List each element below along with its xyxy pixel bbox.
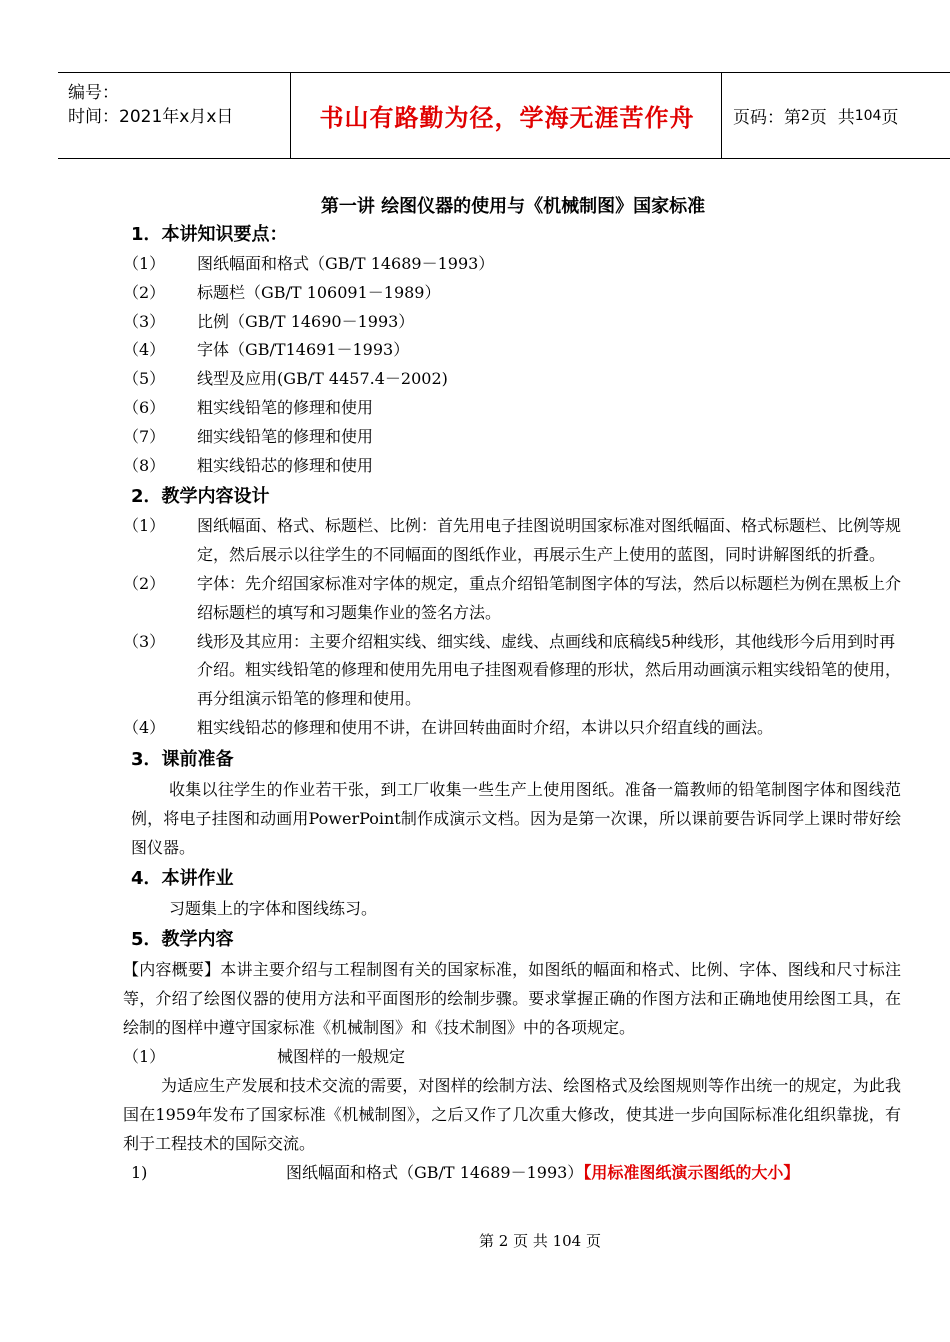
list-item-text: 字体（GB/T14691－1993） (197, 340, 410, 360)
page-middle: 页 共 (809, 108, 855, 128)
list-item (123, 423, 901, 452)
list-item-number: （4） (123, 340, 166, 360)
list-item (123, 512, 902, 570)
list-item (123, 628, 902, 714)
list-item-text: 标题栏（GB/T 106091－1989） (197, 282, 441, 302)
list-item-number: （3） (123, 631, 166, 651)
list-item (123, 394, 901, 423)
header-divider (721, 73, 722, 158)
list-item-text: 粗实线铅笔的修理和使用 (197, 397, 374, 417)
page-prefix: 页码：第 (733, 108, 801, 128)
subsection-title: 械图样的一般规定 (277, 1046, 406, 1066)
paragraph: 习题集上的字体和图线练习。 (169, 898, 378, 918)
list-item (123, 250, 901, 279)
subsection-number: （1） (123, 1046, 166, 1066)
header-motto: 书山有路勤为径，学海无涯苦作舟 (319, 104, 695, 132)
list-item-number: （4） (123, 717, 166, 737)
list-item (123, 279, 901, 308)
list-item-text: 细实线铅笔的修理和使用 (197, 426, 374, 446)
section-heading: 1．本讲知识要点： (131, 224, 288, 245)
list-item (123, 365, 901, 394)
list-item-text: 比例（GB/T 14690－1993） (197, 311, 415, 331)
list-item-text: 图纸幅面和格式（GB/T 14689－1993） (197, 254, 495, 273)
lecture-title: 第一讲 绘图仪器的使用与《机械制图》国家标准 (320, 196, 706, 217)
list-item-number: （1） (123, 254, 166, 273)
time-label: 时间：2021年x月x日 (68, 107, 234, 127)
list-item-text: 图纸幅面、格式、标题栏、比例：首先用电子挂图说明国家标准对图纸幅面、格式标题栏、比例等规定，然后展示以往学生的不同幅面的图纸作业，再展示生产上使用的蓝图，同时讲解图纸的折叠。 (197, 516, 902, 565)
list-item-number: （1） (123, 516, 166, 536)
item-heading (131, 1158, 901, 1187)
list-item-number: （3） (123, 311, 166, 331)
item-title: 图纸幅面和格式（GB/T 14689－1993） (286, 1162, 584, 1182)
list-item-text: 线型及应用(GB/T 4457.4－2002) (197, 369, 448, 389)
list-item-number: （7） (123, 426, 166, 446)
list-item-number: （8） (123, 455, 166, 475)
document-body (123, 218, 902, 1187)
list-item-number: （2） (123, 573, 166, 593)
list-item (123, 452, 901, 481)
list-item-text: 粗实线铅芯的修理和使用 (197, 455, 374, 475)
page-footer: 第 2 页 共 104 页 (478, 1232, 601, 1250)
knowledge-points-list (123, 250, 901, 480)
list-item-text: 线形及其应用：主要介绍粗实线、细实线、虚线、点画线和底稿线5种线形，其他线形今后用到时再介绍。粗实线铅笔的修理和使用先用电子挂图观看修理的形状，然后用动画演示粗实线铅笔的使用，再分组演示铅笔的修理和使用。 (197, 631, 902, 709)
demo-note: 【用标准图纸演示图纸的大小】 (583, 1162, 800, 1182)
list-item-number: （2） (123, 282, 166, 302)
paragraph: 为适应生产发展和技术交流的需要，对图样的绘制方法、绘图格式及绘图规则等作出统一的规定，为此我国在1959年发布了国家标准《机械制图》，之后又作了几次重大修改，使其进一步向国际标准化组织靠拢，有利于工程技术的国际交流。 (123, 1075, 901, 1153)
page-total: 104 (854, 107, 882, 124)
list-item-text: 字体：先介绍国家标准对字体的规定，重点介绍铅笔制图字体的写法，然后以标题栏为例在黑板上介绍标题栏的填写和习题集作业的签名方法。 (197, 573, 902, 622)
list-item (123, 336, 901, 365)
section-heading: 2．教学内容设计 (131, 486, 270, 508)
list-item (123, 570, 902, 628)
list-item-number: （5） (123, 369, 166, 389)
header-page-number (733, 73, 898, 158)
subsection-heading (123, 1042, 901, 1071)
list-item-text: 粗实线铅芯的修理和使用不讲，在讲回转曲面时介绍，本讲以只介绍直线的画法。 (197, 717, 774, 737)
section-heading: 5．教学内容 (131, 928, 234, 950)
section-heading: 4．本讲作业 (131, 867, 234, 889)
header-divider (290, 73, 291, 158)
list-item-number: （6） (123, 397, 166, 417)
teaching-design-list (123, 512, 902, 742)
content-summary: 【内容概要】本讲主要介绍与工程制图有关的国家标准，如图纸的幅面和格式、比例、字体、图线和尺寸标注等，介绍了绘图仪器的使用方法和平面图形的绘制步骤。要求掌握正确的作图方法和正确地使用绘图工具，在绘制的图样中遵守国家标准《机械制图》和《技术制图》中的各项规定。 (123, 959, 901, 1037)
paragraph: 收集以往学生的作业若干张，到工厂收集一些生产上使用图纸。准备一篇教师的铅笔制图字体和图线范例，将电子挂图和动画用PowerPoint制作成演示文档。因为是第一次课，所以课前要告诉同学上课时带好绘图仪器。 (131, 779, 901, 857)
list-item (123, 714, 901, 743)
page-header (58, 72, 950, 159)
section-heading: 3．课前准备 (131, 748, 234, 770)
page-suffix: 页 (881, 108, 899, 128)
header-meta (68, 81, 288, 129)
page-current: 2 (801, 107, 810, 124)
item-number: 1) (131, 1162, 148, 1182)
list-item (123, 308, 901, 337)
number-label: 编号： (68, 83, 119, 103)
